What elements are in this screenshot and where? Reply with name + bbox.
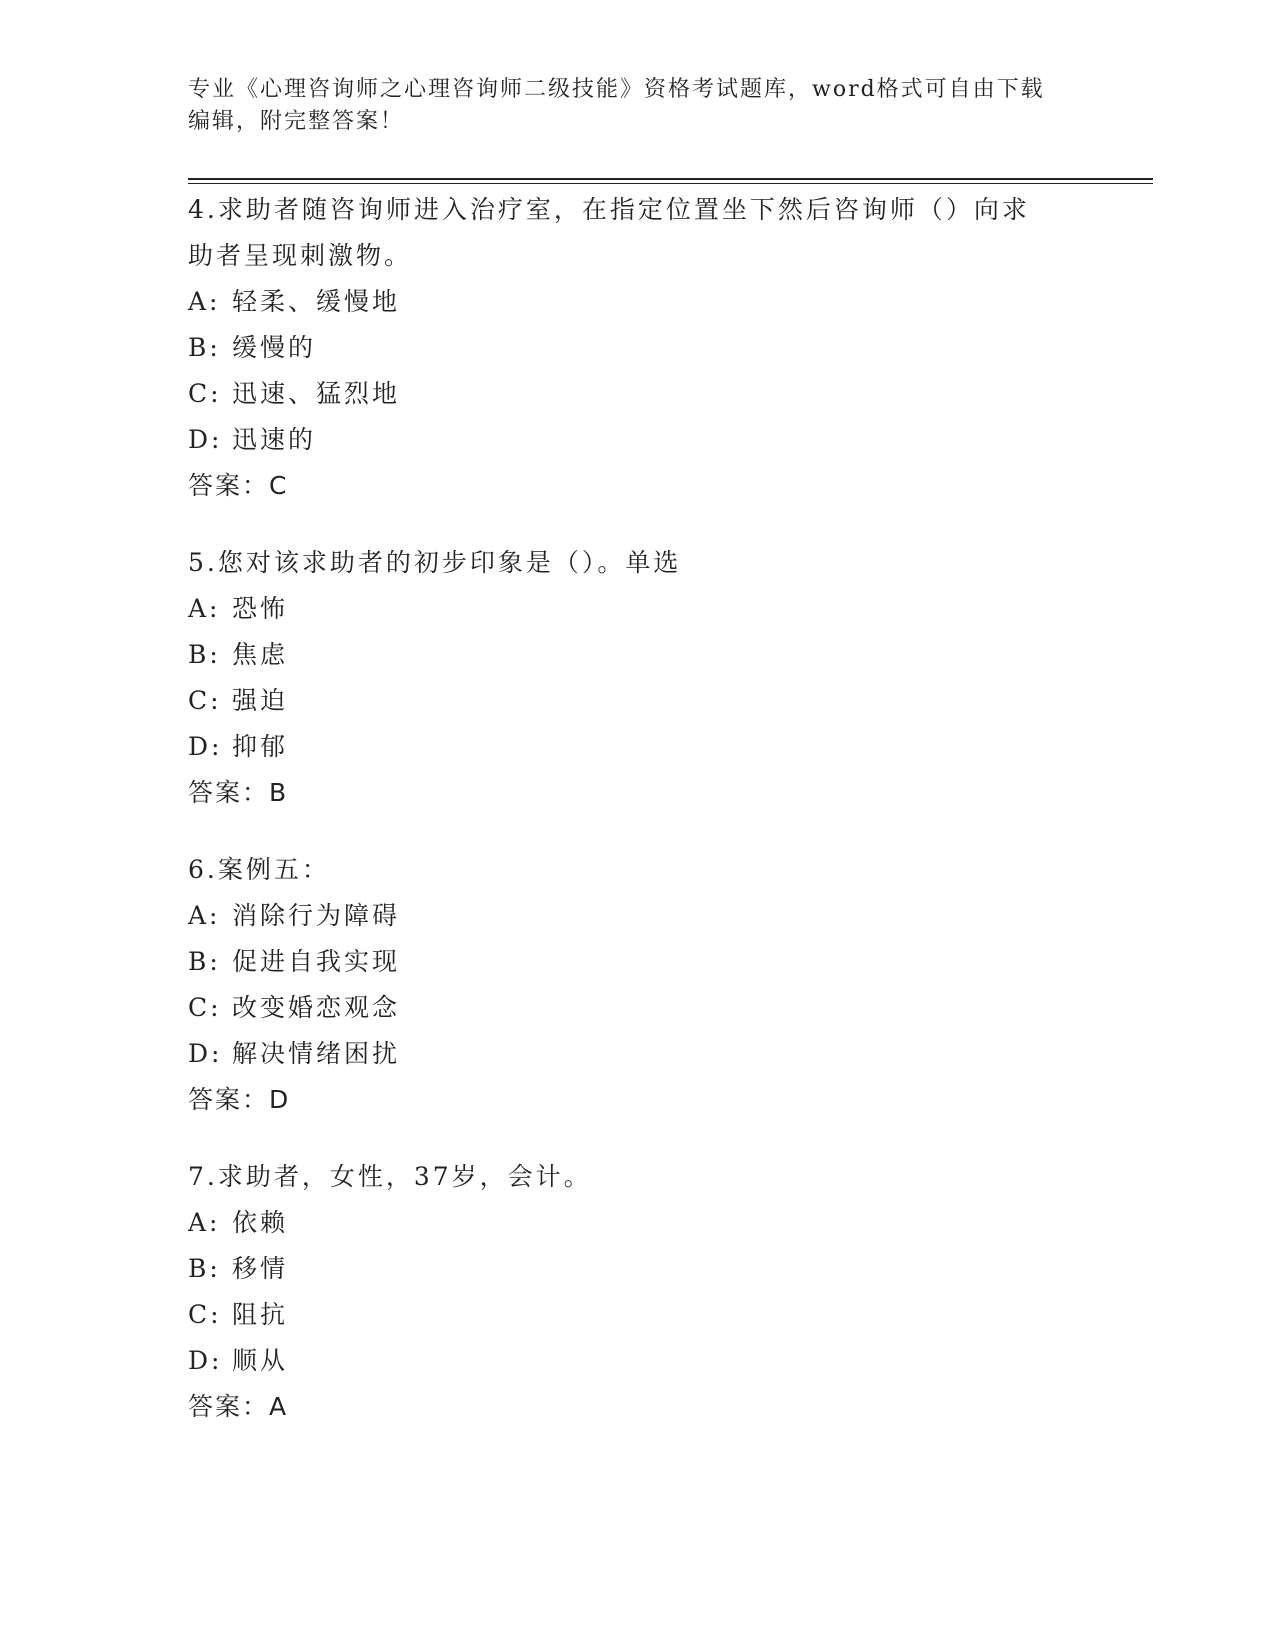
question-text-line-1: 5.您对该求助者的初步印象是（）。单选 <box>188 548 682 577</box>
question-4 <box>188 187 1068 509</box>
document-header <box>188 74 1088 138</box>
option-letter: C: <box>188 1300 222 1329</box>
option-text: 强迫 <box>232 686 289 715</box>
option-letter: C: <box>188 379 222 408</box>
option-c <box>188 371 1068 417</box>
option-text: 促进自我实现 <box>232 947 401 976</box>
option-letter: A: <box>188 594 221 623</box>
option-text: 恐怖 <box>232 594 289 623</box>
option-d <box>188 417 1068 463</box>
option-letter: A: <box>188 287 221 316</box>
option-letter: B: <box>188 333 221 362</box>
option-letter: B: <box>188 947 221 976</box>
option-b <box>188 325 1068 371</box>
question-text-line-1: 6.案例五： <box>188 855 330 884</box>
answer-label: 答案：C <box>188 471 289 500</box>
answer-label: 答案：D <box>188 1085 291 1114</box>
option-b <box>188 1246 1068 1292</box>
option-text: 焦虑 <box>232 640 289 669</box>
option-letter: B: <box>188 640 221 669</box>
answer-label: 答案：A <box>188 1392 289 1421</box>
header-divider-thick <box>188 178 1153 180</box>
question-text <box>188 1154 1068 1200</box>
option-letter: C: <box>188 993 222 1022</box>
option-letter: D: <box>188 425 223 454</box>
option-text: 抑郁 <box>232 732 289 761</box>
option-a <box>188 1200 1068 1246</box>
option-b <box>188 632 1068 678</box>
option-letter: C: <box>188 686 222 715</box>
option-a <box>188 586 1068 632</box>
option-text: 顺从 <box>232 1346 289 1375</box>
option-text: 阻抗 <box>232 1300 289 1329</box>
option-text: 迅速、猛烈地 <box>232 379 401 408</box>
question-5 <box>188 540 1068 816</box>
option-c <box>188 985 1068 1031</box>
option-letter: D: <box>188 1346 223 1375</box>
option-letter: D: <box>188 1039 223 1068</box>
question-6 <box>188 847 1068 1123</box>
question-7 <box>188 1154 1068 1430</box>
option-d <box>188 1338 1068 1384</box>
option-letter: A: <box>188 901 221 930</box>
header-line-2: 编辑，附完整答案！ <box>188 109 405 134</box>
question-text <box>188 540 1068 586</box>
answer-label: 答案：B <box>188 778 289 807</box>
option-text: 轻柔、缓慢地 <box>232 287 401 316</box>
option-letter: B: <box>188 1254 221 1283</box>
option-text: 迅速的 <box>232 425 317 454</box>
option-letter: A: <box>188 1208 221 1237</box>
question-text-line-1: 7.求助者，女性，37岁，会计。 <box>188 1162 592 1191</box>
option-text: 消除行为障碍 <box>232 901 401 930</box>
option-a <box>188 279 1068 325</box>
option-c <box>188 678 1068 724</box>
question-text <box>188 847 1068 893</box>
option-b <box>188 939 1068 985</box>
question-text <box>188 187 1068 279</box>
option-text: 依赖 <box>232 1208 289 1237</box>
question-text-line-2: 助者呈现刺激物。 <box>188 241 413 270</box>
header-divider-thin <box>188 183 1153 184</box>
option-text: 缓慢的 <box>232 333 317 362</box>
option-a <box>188 893 1068 939</box>
option-d <box>188 1031 1068 1077</box>
option-text: 解决情绪困扰 <box>232 1039 401 1068</box>
option-c <box>188 1292 1068 1338</box>
question-text-line-1: 4.求助者随咨询师进入治疗室，在指定位置坐下然后咨询师（）向求 <box>188 195 1030 224</box>
option-text: 移情 <box>232 1254 289 1283</box>
option-d <box>188 724 1068 770</box>
option-letter: D: <box>188 732 223 761</box>
option-text: 改变婚恋观念 <box>232 993 401 1022</box>
header-line-1: 专业《心理咨询师之心理咨询师二级技能》资格考试题库，word格式可自由下载 <box>188 77 1045 102</box>
